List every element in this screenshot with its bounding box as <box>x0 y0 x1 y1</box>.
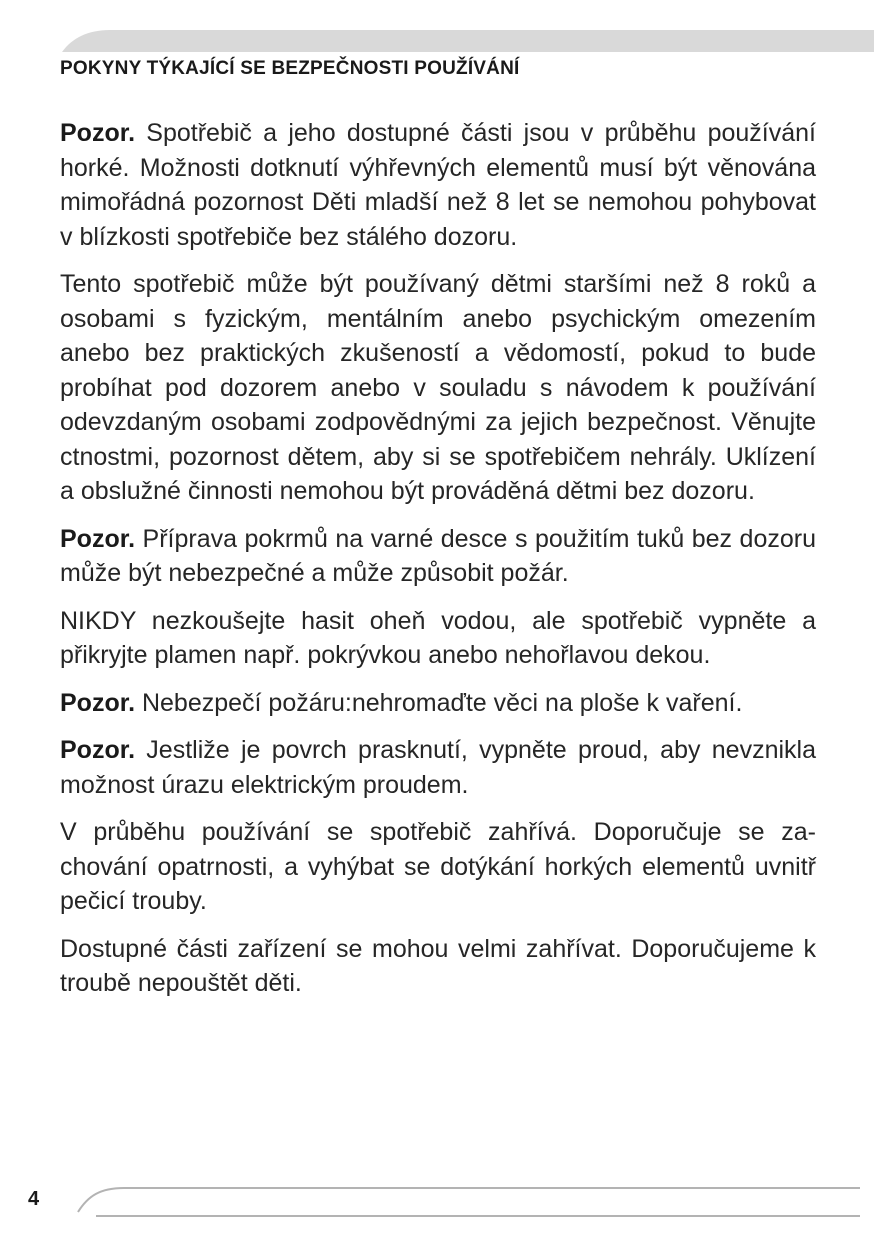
header-band <box>0 0 874 60</box>
footer-line-top <box>78 1188 860 1212</box>
paragraph-text: NIKDY nezkoušejte hasit oheň vodou, ale spotřebič vypněte a přikryjte plamen např. pokrývkou anebo nehořlavou dekou. <box>60 606 816 669</box>
paragraph-text: Tento spotřebič může být používaný dětmi staršími než 8 roků a osobami s fyzickým, mentálním anebo psychickým omezením anebo bez praktických zkušeností a vědomostí, pokud to bude probíhat pod dozorem anebo v souladu s návodem k používání odevzdaným osobami zodpovědnými za jejich bezpečnost. Věnujte ctnostmi, pozornost dětem, aby si se spotřebičem nehrály. Uklízení a obslužné činnosti nemohou být prováděná dětmi bez dozoru. <box>60 270 816 505</box>
paragraph-text: Jestliže je povrch prasknutí, vypněte proud, aby nevznikla možnost úrazu elektrickým proudem. <box>60 736 816 799</box>
paragraph-text: Dostupné části zařízení se mohou velmi zahřívat. Doporučujeme k troubě nepouštět děti. <box>60 934 816 997</box>
document-body <box>60 116 816 1014</box>
paragraph-4 <box>60 604 816 673</box>
paragraph-7 <box>60 815 816 919</box>
warning-label: Pozor. <box>60 688 136 717</box>
paragraph-1 <box>60 116 816 254</box>
paragraph-text: Příprava pokrmů na varné desce s použitím tuků bez dozoru může být nebezpečné a může způsobit požár. <box>60 524 816 587</box>
paragraph-6 <box>60 733 816 802</box>
paragraph-2 <box>60 267 816 509</box>
paragraph-text: V průběhu používání se spotřebič zahřívá. Doporučuje se zachování opatrnosti, a vyhýbat se dotýkání horkých elementů uvnitř pečicí trouby. <box>60 818 816 915</box>
paragraph-text: Nebezpečí požáru:nehromaďte věci na ploše k vaření. <box>135 688 743 717</box>
paragraph-8 <box>60 932 816 1001</box>
paragraph-5 <box>60 686 816 721</box>
paragraph-3 <box>60 522 816 591</box>
page-number: 4 <box>28 1188 40 1210</box>
page-title: POKYNY TÝKAJÍCÍ SE BEZPEČNOSTI POUŽÍVÁNÍ <box>60 58 520 79</box>
warning-label: Pozor. <box>60 524 136 553</box>
warning-label: Pozor. <box>60 119 136 147</box>
warning-label: Pozor. <box>60 736 136 764</box>
header-band-shape <box>62 30 874 52</box>
paragraph-text: Spotřebič a jeho dostupné části jsou v průběhu používání horké. Možnosti dotknutí výhřevných elementů musí být věnována mimořádná pozornost Děti mladší než 8 let se nemohou pohybovat v blízkosti spotřebiče bez stálého dozoru. <box>60 119 816 251</box>
footer-band <box>0 1180 874 1220</box>
